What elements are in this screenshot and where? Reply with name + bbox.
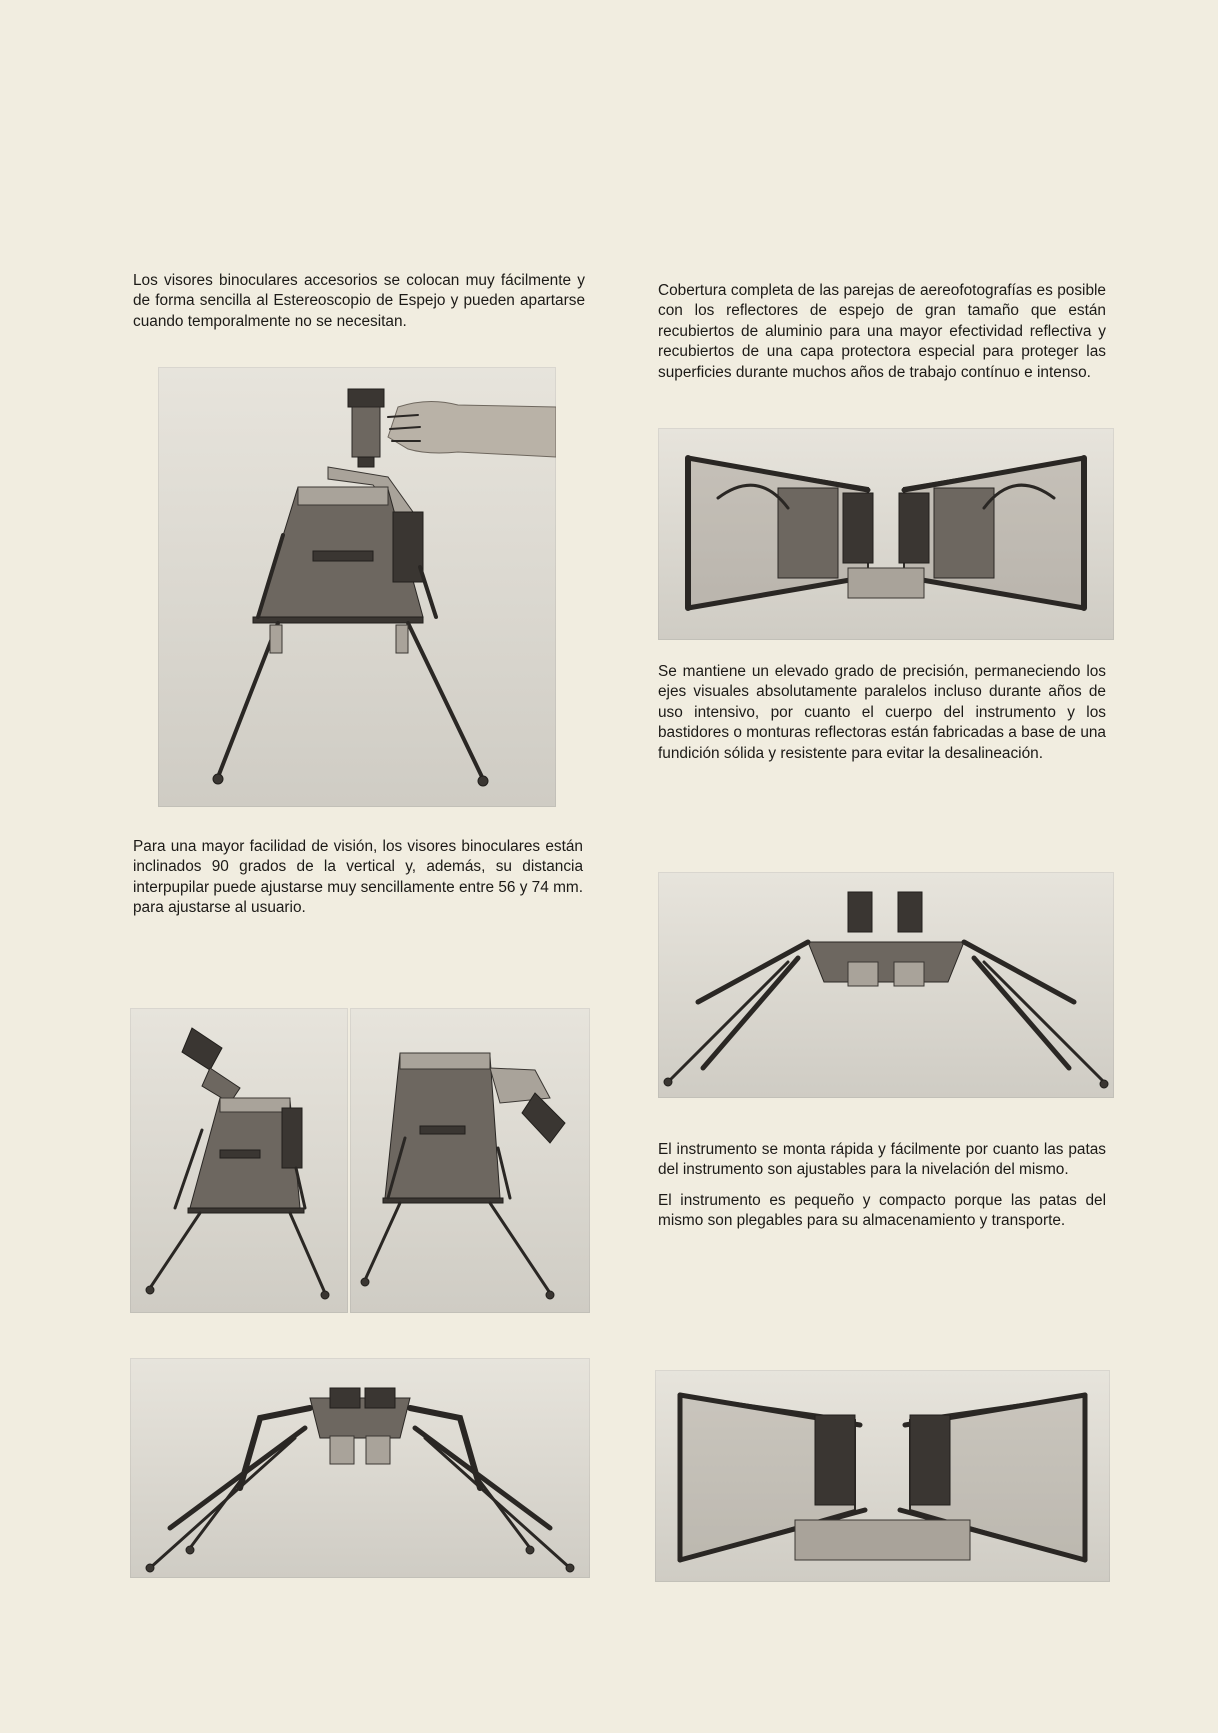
caption-text: Se mantiene un elevado grado de precisión, permaneciendo los ejes visuales absolutamente paralelos incluso durante años de uso intensivo, por cuanto el cuerpo del instrumento y los bastidores o monturas reflectoras están fabricadas a base de una fundición sólida y resistente para evitar la desalineación. [658, 663, 1106, 762]
caption-assembly-and-storage [658, 1140, 1106, 1242]
caption-text: Cobertura completa de las parejas de aereofotografías es posible con los reflectores de espejo de gran tamaño que están recubiertos de aluminio para una mayor efectividad reflectiva y recubiertos de una capa protectora especial para proteger las superficies durante muchos años de trabajo contínuo e intenso. [658, 282, 1106, 381]
caption-mirror-coverage [658, 281, 1106, 393]
photo-attaching-binocular-viewer [158, 367, 556, 807]
caption-inclined-viewers [133, 837, 583, 929]
caption-binocular-viewers [133, 271, 585, 342]
caption-text: Para una mayor facilidad de visión, los visores binoculares están inclinados 90 grados de la vertical y, además, su distancia interpupilar puede ajustarse muy sencillamente entre 56 y 74 mm. para ajustarse al usuario. [133, 838, 583, 917]
photo-side-view-viewer-tilted-right [350, 1008, 590, 1313]
caption-text: Los visores binoculares accesorios se colocan muy fácilmente y de forma sencilla al Estereoscopio de Espejo y pueden apartarse cuando temporalmente no se necesitan. [133, 272, 585, 330]
photo-mirror-reflectors [658, 428, 1114, 640]
photo-mirror-frame-top-view [655, 1370, 1110, 1582]
photo-front-view-binoculars [658, 872, 1114, 1098]
caption-text: El instrumento se monta rápida y fácilmente por cuanto las patas del instrumento son ajustables para la nivelación del mismo. [658, 1141, 1106, 1179]
photo-side-view-viewer-tilted-left [130, 1008, 348, 1313]
photo-legs-folding [130, 1358, 590, 1578]
caption-precision [658, 662, 1106, 774]
caption-text: El instrumento es pequeño y compacto porque las patas del mismo son plegables para su almacenamiento y transporte. [658, 1191, 1106, 1230]
